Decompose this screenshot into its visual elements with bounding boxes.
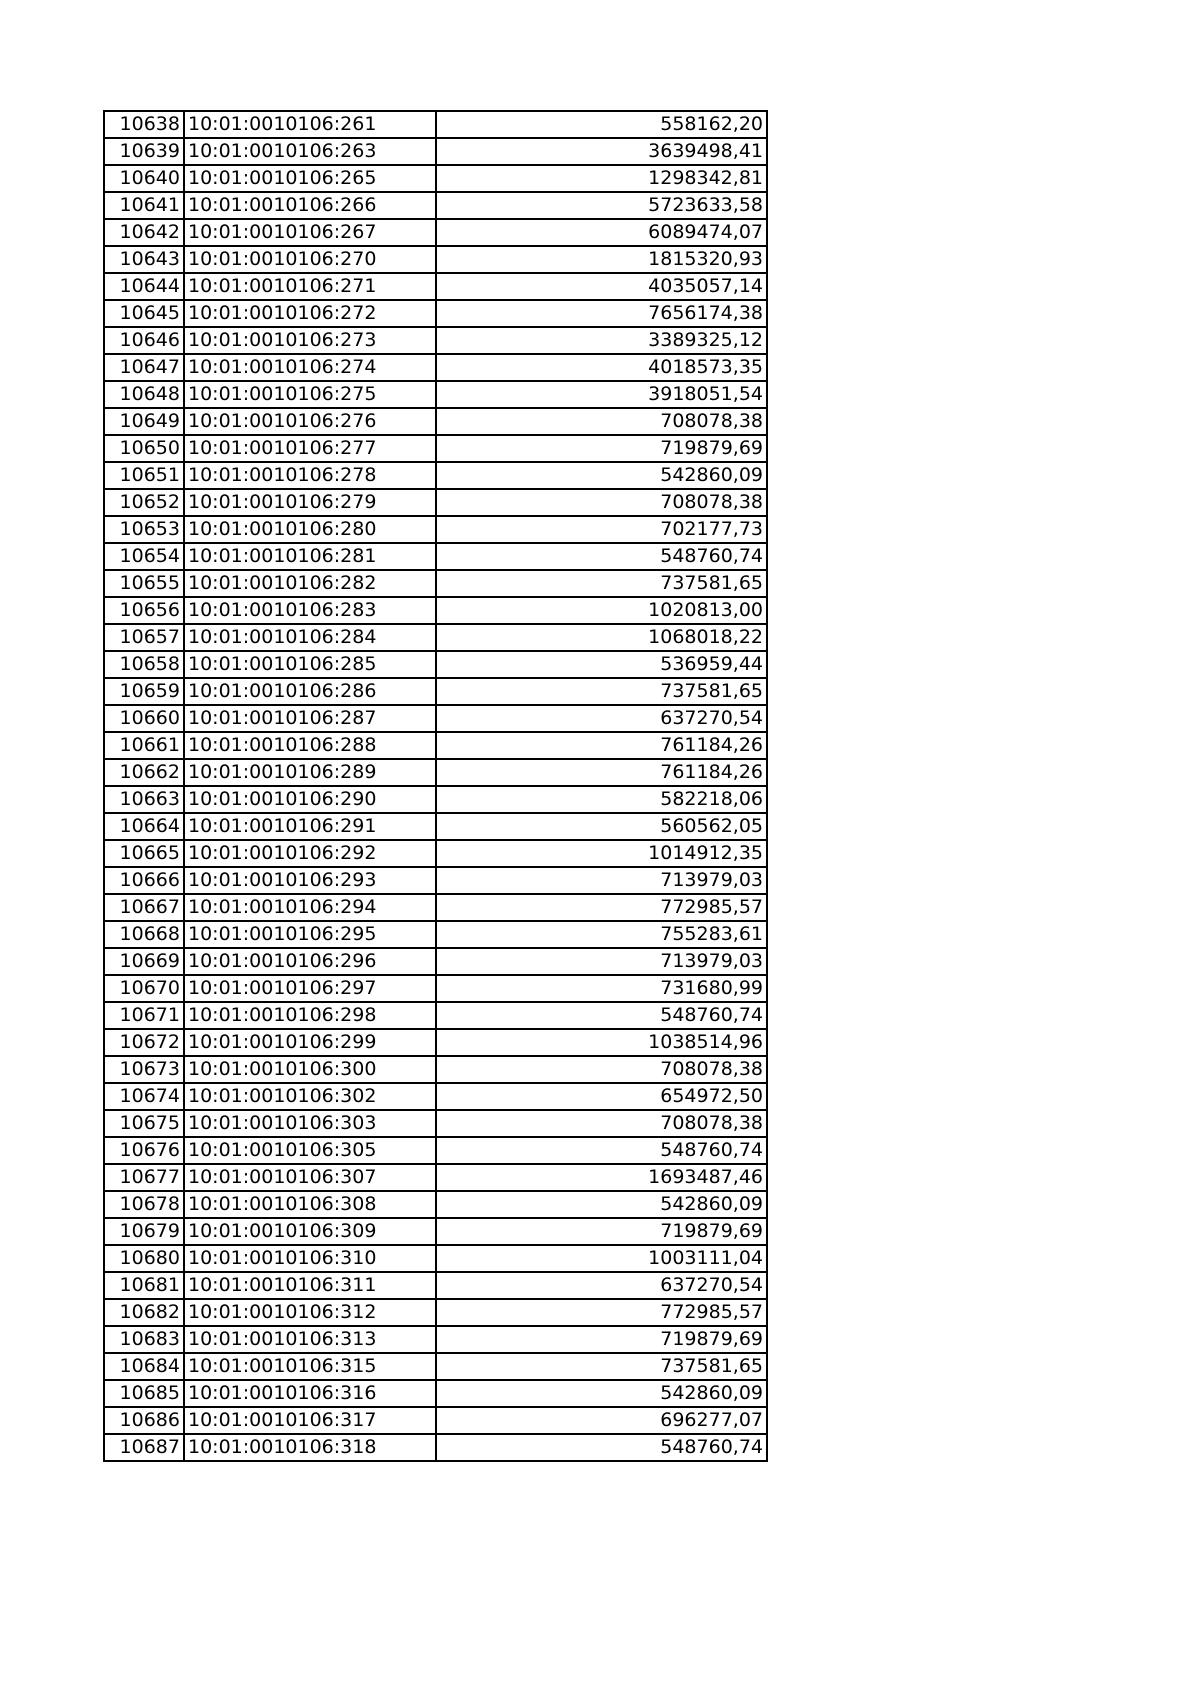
cadastral-value-cell: 708078,38 [436, 408, 767, 435]
table-row [104, 435, 767, 462]
table-row [104, 489, 767, 516]
table-row [104, 867, 767, 894]
table-row [104, 1137, 767, 1164]
cadastral-value-cell: 3639498,41 [436, 138, 767, 165]
cadastral-number-cell: 10:01:0010106:281 [184, 543, 436, 570]
row-number-cell: 10647 [104, 354, 184, 381]
cadastral-value-cell: 708078,38 [436, 489, 767, 516]
cadastral-value-cell: 713979,03 [436, 867, 767, 894]
row-number-cell: 10645 [104, 300, 184, 327]
cadastral-number-cell: 10:01:0010106:265 [184, 165, 436, 192]
row-number-cell: 10672 [104, 1029, 184, 1056]
row-number-cell: 10684 [104, 1353, 184, 1380]
row-number-cell: 10681 [104, 1272, 184, 1299]
table-row [104, 732, 767, 759]
table-row [104, 921, 767, 948]
cadastral-number-cell: 10:01:0010106:273 [184, 327, 436, 354]
cadastral-number-cell: 10:01:0010106:274 [184, 354, 436, 381]
cadastral-value-cell: 761184,26 [436, 732, 767, 759]
table-row [104, 1272, 767, 1299]
cadastral-value-cell: 4035057,14 [436, 273, 767, 300]
row-number-cell: 10666 [104, 867, 184, 894]
table-row [104, 813, 767, 840]
table-body [104, 111, 767, 1461]
row-number-cell: 10665 [104, 840, 184, 867]
cadastral-value-cell: 755283,61 [436, 921, 767, 948]
cadastral-value-cell: 719879,69 [436, 1326, 767, 1353]
row-number-cell: 10638 [104, 111, 184, 138]
cadastral-number-cell: 10:01:0010106:308 [184, 1191, 436, 1218]
cadastral-number-cell: 10:01:0010106:283 [184, 597, 436, 624]
row-number-cell: 10653 [104, 516, 184, 543]
cadastral-number-cell: 10:01:0010106:300 [184, 1056, 436, 1083]
table-row [104, 1218, 767, 1245]
row-number-cell: 10651 [104, 462, 184, 489]
row-number-cell: 10686 [104, 1407, 184, 1434]
row-number-cell: 10649 [104, 408, 184, 435]
cadastral-number-cell: 10:01:0010106:290 [184, 786, 436, 813]
cadastral-value-cell: 1815320,93 [436, 246, 767, 273]
cadastral-number-cell: 10:01:0010106:297 [184, 975, 436, 1002]
cadastral-value-cell: 6089474,07 [436, 219, 767, 246]
row-number-cell: 10657 [104, 624, 184, 651]
cadastral-number-cell: 10:01:0010106:312 [184, 1299, 436, 1326]
cadastral-value-cell: 1068018,22 [436, 624, 767, 651]
table-row [104, 1299, 767, 1326]
row-number-cell: 10661 [104, 732, 184, 759]
cadastral-number-cell: 10:01:0010106:266 [184, 192, 436, 219]
row-number-cell: 10658 [104, 651, 184, 678]
row-number-cell: 10667 [104, 894, 184, 921]
cadastral-number-cell: 10:01:0010106:285 [184, 651, 436, 678]
table-row [104, 219, 767, 246]
cadastral-value-cell: 772985,57 [436, 894, 767, 921]
cadastral-value-cell: 548760,74 [436, 1434, 767, 1461]
row-number-cell: 10683 [104, 1326, 184, 1353]
cadastral-value-cell: 719879,69 [436, 435, 767, 462]
table-row [104, 408, 767, 435]
cadastral-value-cell: 737581,65 [436, 1353, 767, 1380]
table-row [104, 570, 767, 597]
table-row [104, 462, 767, 489]
table-row [104, 192, 767, 219]
cadastral-value-cell: 637270,54 [436, 705, 767, 732]
cadastral-number-cell: 10:01:0010106:313 [184, 1326, 436, 1353]
cadastral-number-cell: 10:01:0010106:295 [184, 921, 436, 948]
cadastral-value-cell: 548760,74 [436, 1002, 767, 1029]
table-row [104, 1110, 767, 1137]
cadastral-value-cell: 5723633,58 [436, 192, 767, 219]
cadastral-value-cell: 548760,74 [436, 1137, 767, 1164]
cadastral-number-cell: 10:01:0010106:310 [184, 1245, 436, 1272]
row-number-cell: 10677 [104, 1164, 184, 1191]
cadastral-value-cell: 1003111,04 [436, 1245, 767, 1272]
cadastral-number-cell: 10:01:0010106:280 [184, 516, 436, 543]
row-number-cell: 10676 [104, 1137, 184, 1164]
cadastral-number-cell: 10:01:0010106:279 [184, 489, 436, 516]
row-number-cell: 10670 [104, 975, 184, 1002]
cadastral-number-cell: 10:01:0010106:282 [184, 570, 436, 597]
row-number-cell: 10685 [104, 1380, 184, 1407]
cadastral-value-cell: 1693487,46 [436, 1164, 767, 1191]
table-row [104, 1380, 767, 1407]
row-number-cell: 10641 [104, 192, 184, 219]
table-row [104, 624, 767, 651]
row-number-cell: 10660 [104, 705, 184, 732]
row-number-cell: 10659 [104, 678, 184, 705]
table-row [104, 1407, 767, 1434]
cadastral-number-cell: 10:01:0010106:272 [184, 300, 436, 327]
cadastral-number-cell: 10:01:0010106:298 [184, 1002, 436, 1029]
cadastral-number-cell: 10:01:0010106:302 [184, 1083, 436, 1110]
table-row [104, 1164, 767, 1191]
cadastral-value-cell: 719879,69 [436, 1218, 767, 1245]
row-number-cell: 10662 [104, 759, 184, 786]
table-row [104, 1326, 767, 1353]
table-row [104, 1245, 767, 1272]
row-number-cell: 10644 [104, 273, 184, 300]
cadastral-number-cell: 10:01:0010106:296 [184, 948, 436, 975]
cadastral-number-cell: 10:01:0010106:286 [184, 678, 436, 705]
cadastral-number-cell: 10:01:0010106:305 [184, 1137, 436, 1164]
cadastral-number-cell: 10:01:0010106:317 [184, 1407, 436, 1434]
table-row [104, 246, 767, 273]
row-number-cell: 10648 [104, 381, 184, 408]
cadastral-number-cell: 10:01:0010106:275 [184, 381, 436, 408]
table-row [104, 165, 767, 192]
cadastral-value-cell: 702177,73 [436, 516, 767, 543]
cadastral-value-cell: 582218,06 [436, 786, 767, 813]
cadastral-number-cell: 10:01:0010106:311 [184, 1272, 436, 1299]
cadastral-value-cell: 536959,44 [436, 651, 767, 678]
table-row [104, 597, 767, 624]
cadastral-value-cell: 1020813,00 [436, 597, 767, 624]
cadastral-number-cell: 10:01:0010106:287 [184, 705, 436, 732]
cadastral-number-cell: 10:01:0010106:318 [184, 1434, 436, 1461]
cadastral-value-cell: 558162,20 [436, 111, 767, 138]
cadastral-value-cell: 772985,57 [436, 1299, 767, 1326]
table-row [104, 678, 767, 705]
table-row [104, 894, 767, 921]
table-row [104, 948, 767, 975]
cadastral-value-cell: 1014912,35 [436, 840, 767, 867]
row-number-cell: 10646 [104, 327, 184, 354]
row-number-cell: 10664 [104, 813, 184, 840]
row-number-cell: 10642 [104, 219, 184, 246]
cadastral-value-cell: 542860,09 [436, 1191, 767, 1218]
cadastral-value-cell: 708078,38 [436, 1110, 767, 1137]
cadastral-number-cell: 10:01:0010106:316 [184, 1380, 436, 1407]
cadastral-value-cell: 737581,65 [436, 678, 767, 705]
cadastral-number-cell: 10:01:0010106:309 [184, 1218, 436, 1245]
row-number-cell: 10675 [104, 1110, 184, 1137]
table-row [104, 759, 767, 786]
cadastral-value-cell: 713979,03 [436, 948, 767, 975]
row-number-cell: 10643 [104, 246, 184, 273]
table-row [104, 273, 767, 300]
cadastral-number-cell: 10:01:0010106:284 [184, 624, 436, 651]
cadastral-number-cell: 10:01:0010106:261 [184, 111, 436, 138]
cadastral-number-cell: 10:01:0010106:294 [184, 894, 436, 921]
cadastral-value-cell: 1038514,96 [436, 1029, 767, 1056]
table-row [104, 1191, 767, 1218]
row-number-cell: 10679 [104, 1218, 184, 1245]
row-number-cell: 10678 [104, 1191, 184, 1218]
row-number-cell: 10671 [104, 1002, 184, 1029]
cadastral-number-cell: 10:01:0010106:270 [184, 246, 436, 273]
table-row [104, 1083, 767, 1110]
cadastral-value-cell: 731680,99 [436, 975, 767, 1002]
row-number-cell: 10650 [104, 435, 184, 462]
cadastral-number-cell: 10:01:0010106:277 [184, 435, 436, 462]
row-number-cell: 10668 [104, 921, 184, 948]
row-number-cell: 10673 [104, 1056, 184, 1083]
cadastral-value-cell: 3389325,12 [436, 327, 767, 354]
cadastral-value-cell: 708078,38 [436, 1056, 767, 1083]
cadastral-number-cell: 10:01:0010106:307 [184, 1164, 436, 1191]
cadastral-value-cell: 4018573,35 [436, 354, 767, 381]
row-number-cell: 10680 [104, 1245, 184, 1272]
row-number-cell: 10663 [104, 786, 184, 813]
cadastral-number-cell: 10:01:0010106:278 [184, 462, 436, 489]
cadastral-value-cell: 1298342,81 [436, 165, 767, 192]
table-row [104, 543, 767, 570]
cadastral-value-cell: 542860,09 [436, 462, 767, 489]
cadastral-number-cell: 10:01:0010106:291 [184, 813, 436, 840]
row-number-cell: 10654 [104, 543, 184, 570]
table-row [104, 651, 767, 678]
table-row [104, 1353, 767, 1380]
cadastral-value-cell: 3918051,54 [436, 381, 767, 408]
table-row [104, 354, 767, 381]
row-number-cell: 10655 [104, 570, 184, 597]
cadastral-number-cell: 10:01:0010106:267 [184, 219, 436, 246]
table-row [104, 327, 767, 354]
row-number-cell: 10656 [104, 597, 184, 624]
table-row [104, 840, 767, 867]
row-number-cell: 10639 [104, 138, 184, 165]
cadastral-number-cell: 10:01:0010106:299 [184, 1029, 436, 1056]
table-row [104, 975, 767, 1002]
cadastral-value-cell: 7656174,38 [436, 300, 767, 327]
table-row [104, 1029, 767, 1056]
table-row [104, 111, 767, 138]
cadastral-value-cell: 761184,26 [436, 759, 767, 786]
cadastral-value-cell: 737581,65 [436, 570, 767, 597]
row-number-cell: 10674 [104, 1083, 184, 1110]
cadastral-value-table [103, 110, 768, 1462]
table-row [104, 300, 767, 327]
cadastral-number-cell: 10:01:0010106:293 [184, 867, 436, 894]
row-number-cell: 10640 [104, 165, 184, 192]
table-row [104, 516, 767, 543]
row-number-cell: 10687 [104, 1434, 184, 1461]
cadastral-number-cell: 10:01:0010106:289 [184, 759, 436, 786]
cadastral-value-cell: 654972,50 [436, 1083, 767, 1110]
cadastral-value-cell: 560562,05 [436, 813, 767, 840]
table-row [104, 705, 767, 732]
cadastral-number-cell: 10:01:0010106:292 [184, 840, 436, 867]
row-number-cell: 10652 [104, 489, 184, 516]
row-number-cell: 10682 [104, 1299, 184, 1326]
table-row [104, 381, 767, 408]
row-number-cell: 10669 [104, 948, 184, 975]
table-row [104, 1002, 767, 1029]
table-row [104, 138, 767, 165]
cadastral-number-cell: 10:01:0010106:263 [184, 138, 436, 165]
cadastral-value-cell: 637270,54 [436, 1272, 767, 1299]
table-row [104, 786, 767, 813]
cadastral-number-cell: 10:01:0010106:271 [184, 273, 436, 300]
cadastral-number-cell: 10:01:0010106:276 [184, 408, 436, 435]
table-row [104, 1056, 767, 1083]
cadastral-value-cell: 542860,09 [436, 1380, 767, 1407]
cadastral-value-cell: 696277,07 [436, 1407, 767, 1434]
cadastral-number-cell: 10:01:0010106:288 [184, 732, 436, 759]
table-row [104, 1434, 767, 1461]
cadastral-number-cell: 10:01:0010106:303 [184, 1110, 436, 1137]
cadastral-value-cell: 548760,74 [436, 543, 767, 570]
cadastral-number-cell: 10:01:0010106:315 [184, 1353, 436, 1380]
